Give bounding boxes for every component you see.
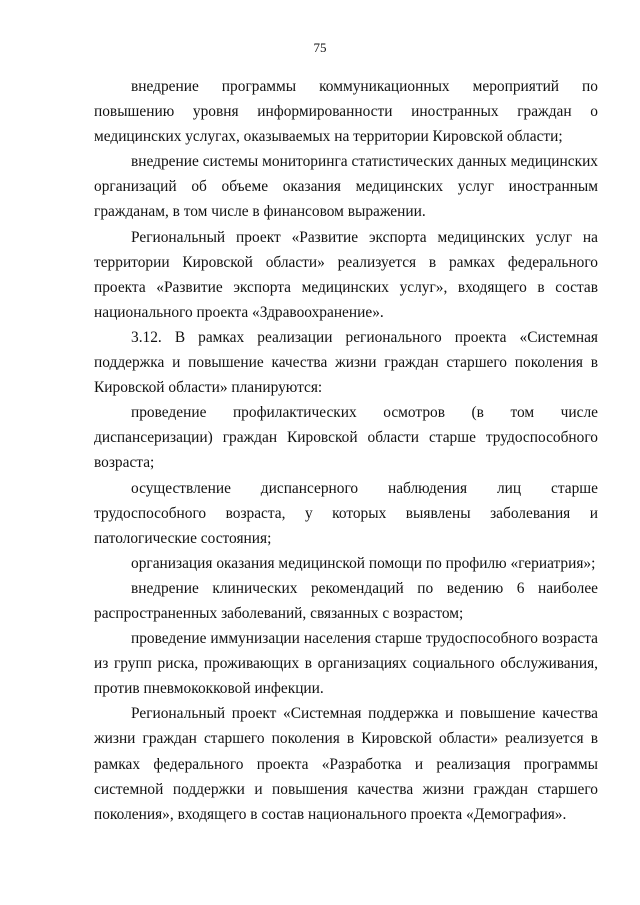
paragraph-communication-measures: внедрение программы коммуникационных мероприятий по повышению уровня информированности иностранных граждан о медицинских услугах, оказываемых на территории Кировской области; xyxy=(94,78,598,146)
paragraph-export-project: Региональный проект «Развитие экспорта медицинских услуг на территории Кировской области» реализуется в рамках федерального проекта «Развитие экспорта медицинских услуг», входящего в состав национального проекта «Здравоохранение». xyxy=(94,228,598,321)
paragraph-immunization: проведение иммунизации населения старше трудоспособного возраста из групп риска, проживающих в организациях социального обслуживания, против пневмококковой инфекции. xyxy=(94,630,598,698)
paragraph-dispensary-observation: осуществление диспансерного наблюдения лиц старше трудоспособного возраста, у которых выявлены заболевания и патологические состояния; xyxy=(94,479,598,547)
paragraph-geriatrics: организация оказания медицинской помощи по профилю «гериатрия»; xyxy=(131,554,596,572)
paragraph-preventive-exams: проведение профилактических осмотров (в том числе диспансеризации) граждан Кировской области старше трудоспособного возраста; xyxy=(94,404,598,472)
paragraph-demography-project: Региональный проект «Системная поддержка и повышение качества жизни граждан старшего поколения в Кировской области» реализуется в рамках федерального проекта «Разработка и реализация программы системной поддержки и повышения качества жизни граждан старшего поколения», входящего в состав национального проекта «Демография». xyxy=(94,705,598,823)
paragraph-section-3-12: 3.12. В рамках реализации регионального проекта «Системная поддержка и повышение качества жизни граждан старшего поколения в Кировской области» планируются: xyxy=(94,328,598,397)
document-body xyxy=(94,74,598,827)
paragraph-clinical-recommendations: внедрение клинических рекомендаций по ведению 6 наиболее распространенных заболеваний, связанных с возрастом; xyxy=(94,579,598,622)
page-number: 75 xyxy=(313,40,327,55)
paragraph-monitoring-system: внедрение системы мониторинга статистических данных медицинских организаций об объеме оказания медицинских услуг иностранным гражданам, в том числе в финансовом выражении. xyxy=(94,153,598,221)
